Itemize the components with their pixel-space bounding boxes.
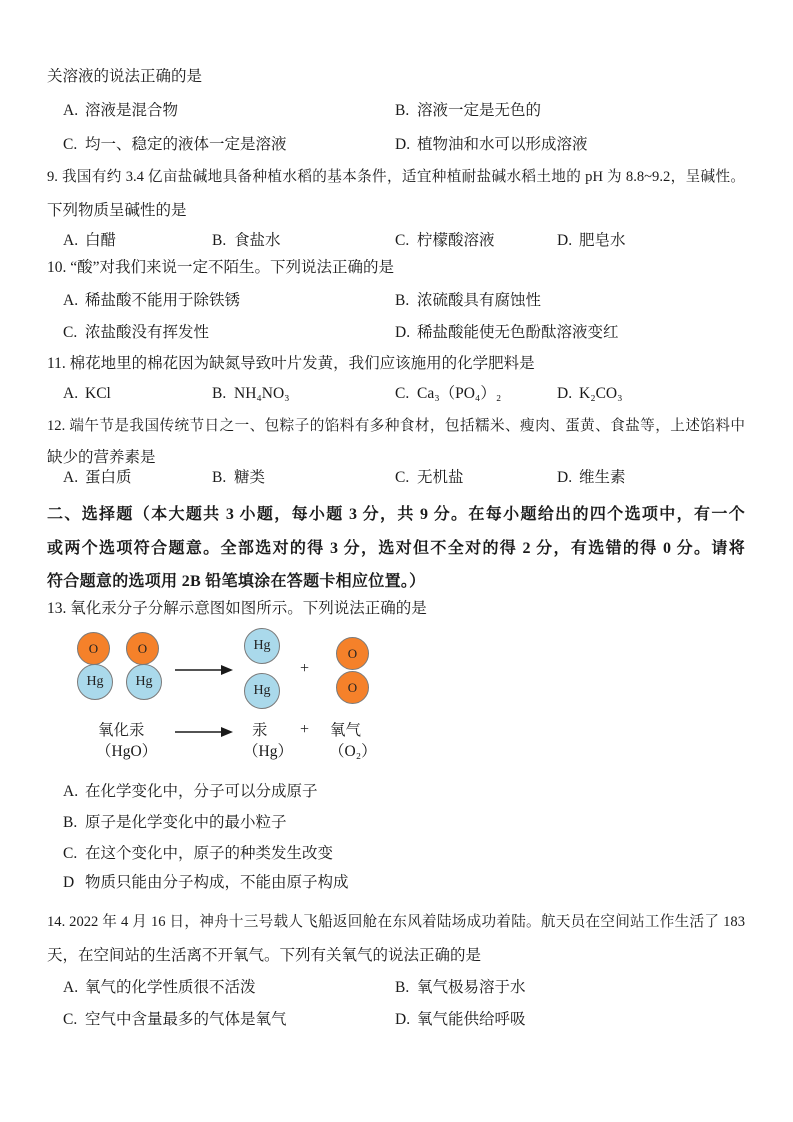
section2-header-line1: 二、选择题（本大题共 3 小题，每小题 3 分，共 9 分。在每小题给出的四个选项中，有一个 [47, 506, 745, 523]
q11-option-a [63, 384, 111, 404]
q9-stem-line2: 下列物质呈碱性的是 [47, 202, 187, 219]
option-label: A. [63, 783, 79, 800]
q8-option-a [63, 101, 178, 121]
q14-stem-line2: 天，在空间站的生活离不开氧气。下列有关氧气的说法正确的是 [47, 947, 482, 964]
q14-stem-line1: 14. 2022 年 4 月 16 日，神舟十三号载人飞船返回舱在东风着陆场成功着陆。航天员在空间站工作生活了 183 [47, 914, 745, 930]
q9-option-b [212, 231, 281, 251]
option-label: D. [395, 324, 411, 341]
q12-option-b [212, 468, 265, 488]
option-text: K₂CO₃ [579, 385, 623, 402]
option-label: B. [395, 102, 410, 119]
q8-option-b [395, 101, 541, 121]
option-text: 白醋 [85, 232, 117, 249]
atom-hg-label: Hg [135, 674, 153, 689]
option-text: 氧气的化学性质很不活泼 [85, 979, 256, 996]
q12-option-c [395, 468, 464, 488]
q13-stem: 13. 氧化汞分子分解示意图如图所示。下列说法正确的是 [47, 600, 427, 617]
atom-o-circle [126, 632, 159, 665]
q13-option-b [63, 813, 287, 833]
q8-option-c [63, 135, 287, 155]
q10-option-a [63, 291, 240, 311]
option-text: 氧气极易溶于水 [417, 979, 526, 996]
atom-o-label: O [347, 645, 358, 661]
product2-formula: （O₂） [329, 743, 377, 760]
option-label: A. [63, 292, 79, 309]
q9-option-a [63, 231, 116, 251]
option-text: 维生素 [579, 469, 626, 486]
option-text: Ca₃（PO₄）₂ [417, 385, 502, 402]
option-text: 在化学变化中，分子可以分成原子 [85, 783, 318, 800]
q12-option-d [557, 468, 626, 488]
q13-option-c [63, 844, 333, 864]
q12-stem-line2: 缺少的营养素是 [47, 449, 156, 466]
q13-option-a [63, 782, 318, 802]
option-text: 糖类 [234, 469, 266, 486]
option-text: 在这个变化中，原子的种类发生改变 [85, 845, 334, 862]
q11-option-d [557, 384, 623, 404]
option-text: 原子是化学变化中的最小粒子 [85, 814, 287, 831]
option-label: D. [557, 469, 573, 486]
atom-o-label: O [137, 640, 148, 656]
option-label: B. [212, 385, 227, 402]
product1-formula: （Hg） [243, 743, 293, 760]
atom-o-circle [77, 632, 110, 665]
option-label: C. [63, 845, 78, 862]
option-text: 氧气能供给呼吸 [417, 1011, 526, 1028]
section2-header-line2: 或两个选项符合题意。全部选对的得 3 分，选对但不全对的得 2 分，有选错的得 0 分。请将 [47, 540, 745, 557]
option-text: 植物油和水可以形成溶液 [417, 136, 588, 153]
q14-option-c [63, 1010, 287, 1030]
reactant-formula: （HgO） [96, 743, 158, 760]
product2-name: 氧气 [330, 722, 362, 739]
option-label: C. [63, 1011, 78, 1028]
option-text: 柠檬酸溶液 [417, 232, 495, 249]
reaction-arrow-icon [175, 664, 233, 676]
q9-stem-line1: 9. 我国有约 3.4 亿亩盐碱地具备种植水稻的基本条件，适宜种植耐盐碱水稻土地的 pH 为 8.8~9.2，呈碱性。 [47, 169, 745, 185]
atom-o-label: O [88, 640, 99, 656]
option-label: C. [395, 385, 410, 402]
option-label: C. [395, 232, 410, 249]
atom-hg-circle [244, 673, 280, 709]
atom-hg-circle [126, 664, 162, 700]
plus-sign: + [300, 660, 310, 677]
q14-option-b [395, 978, 526, 998]
option-text: KCl [85, 385, 111, 402]
q8-option-d [395, 135, 588, 155]
atom-hg-label: Hg [253, 638, 271, 653]
option-text: 稀盐酸不能用于除铁锈 [85, 292, 241, 309]
q12-option-a [63, 468, 132, 488]
product1-name: 汞 [252, 722, 268, 739]
option-text: 物质只能由分子构成，不能由原子构成 [85, 874, 349, 891]
atom-hg-circle [77, 664, 113, 700]
q10-stem: 10. “酸”对我们来说一定不陌生。下列说法正确的是 [47, 259, 395, 276]
q10-option-b [395, 291, 541, 311]
section2-header-line3: 符合题意的选项用 2B 铅笔填涂在答题卡相应位置。） [47, 573, 426, 590]
option-label: D. [395, 136, 411, 153]
q14-option-a [63, 978, 256, 998]
q13-reaction-diagram [75, 628, 405, 776]
option-text: 空气中含量最多的气体是氧气 [85, 1011, 287, 1028]
atom-o-label: O [347, 679, 358, 695]
option-label: A. [63, 979, 79, 996]
q11-option-b [212, 384, 290, 404]
option-label: C. [63, 136, 78, 153]
option-text: 溶液是混合物 [85, 102, 179, 119]
atom-hg-circle [244, 628, 280, 664]
q11-option-c [395, 384, 501, 404]
q9-option-c [395, 231, 495, 251]
q8-stem: 关溶液的说法正确的是 [47, 68, 203, 85]
atom-hg-label: Hg [253, 683, 271, 698]
q10-option-d [395, 323, 619, 343]
option-text: NH₄NO₃ [234, 385, 290, 402]
option-text: 均一、稳定的液体一定是溶液 [85, 136, 287, 153]
option-label: B. [63, 814, 78, 831]
option-label: B. [212, 232, 227, 249]
reactant-name: 氧化汞 [98, 722, 145, 739]
atom-o-circle [336, 637, 369, 670]
q11-stem: 11. 棉花地里的棉花因为缺氮导致叶片发黄，我们应该施用的化学肥料是 [47, 355, 535, 372]
option-label: A. [63, 232, 79, 249]
option-label: D. [557, 385, 573, 402]
plus-sign: + [300, 721, 310, 738]
q14-option-d [395, 1010, 526, 1030]
q13-option-d [63, 873, 349, 893]
option-label: D. [557, 232, 573, 249]
option-text: 溶液一定是无色的 [417, 102, 542, 119]
option-label: B. [395, 292, 410, 309]
option-text: 浓硫酸具有腐蚀性 [417, 292, 542, 309]
option-text: 蛋白质 [85, 469, 132, 486]
option-label: D. [395, 1011, 411, 1028]
q9-option-d [557, 231, 626, 251]
option-label: A. [63, 102, 79, 119]
atom-o-circle [336, 671, 369, 704]
option-text: 肥皂水 [579, 232, 626, 249]
option-label: C. [395, 469, 410, 486]
atom-hg-label: Hg [86, 674, 104, 689]
option-label: C. [63, 324, 78, 341]
option-text: 浓盐酸没有挥发性 [85, 324, 210, 341]
option-text: 无机盐 [417, 469, 464, 486]
option-label: B. [395, 979, 410, 996]
option-label: B. [212, 469, 227, 486]
option-label: D [63, 874, 75, 891]
reaction-arrow-icon [175, 726, 233, 738]
option-text: 食盐水 [234, 232, 281, 249]
option-label: A. [63, 385, 79, 402]
option-text: 稀盐酸能使无色酚酞溶液变红 [417, 324, 619, 341]
option-label: A. [63, 469, 79, 486]
q12-stem-line1: 12. 端午节是我国传统节日之一、包粽子的馅料有多种食材，包括糯米、瘦肉、蛋黄、食盐等，上述馅料中 [47, 418, 745, 434]
q10-option-c [63, 323, 209, 343]
